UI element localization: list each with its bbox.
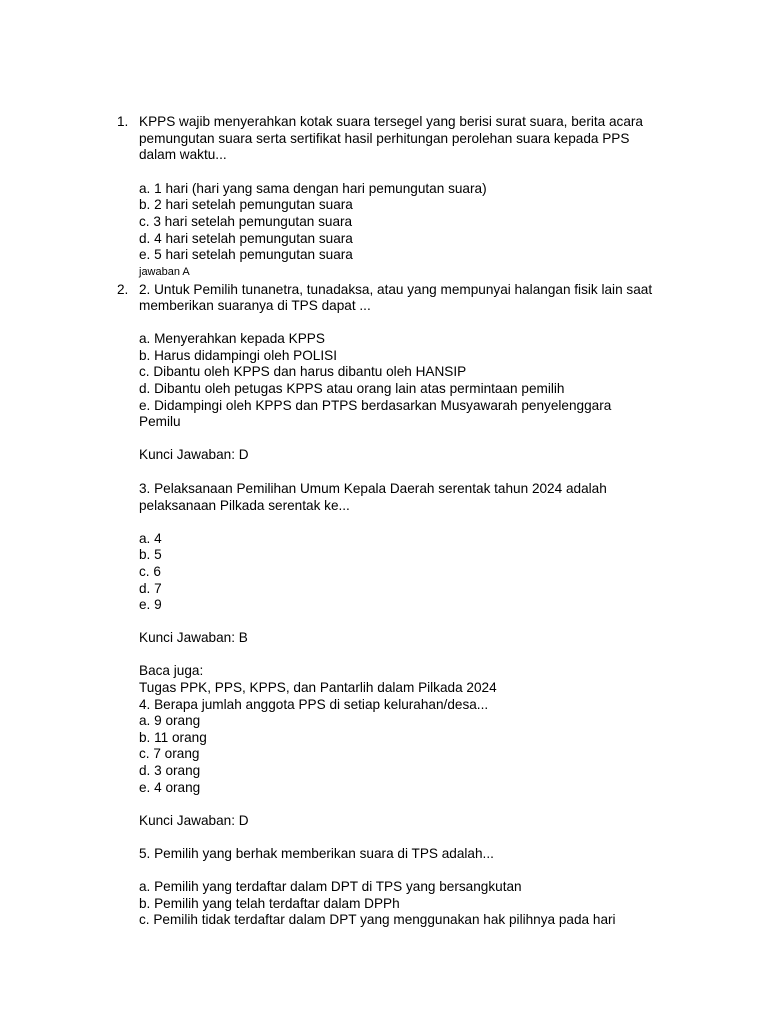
- q5-option-c: c. Pemilih tidak terdaftar dalam DPT yang menggunakan hak pilihnya pada hari: [139, 912, 616, 927]
- q3-option-c: c. 6: [139, 564, 161, 579]
- q4-text: 4. Berapa jumlah anggota PPS di setiap kelurahan/desa...: [139, 697, 489, 712]
- q1-option-d: d. 4 hari setelah pemungutan suara: [139, 231, 353, 246]
- q1-text-line-1: KPPS wajib menyerahkan kotak suara tersegel yang berisi surat suara, berita acara: [139, 114, 643, 129]
- q1-answer: jawaban A: [139, 266, 190, 278]
- q1-option-b: b. 2 hari setelah pemungutan suara: [139, 197, 353, 212]
- q2-answer: Kunci Jawaban: D: [139, 447, 249, 462]
- q1-text-line-3: dalam waktu...: [139, 147, 227, 162]
- q3-text-line-1: 3. Pelaksanaan Pemilihan Umum Kepala Daerah serentak tahun 2024 adalah: [139, 481, 607, 496]
- q5-option-a: a. Pemilih yang terdaftar dalam DPT di TPS yang bersangkutan: [139, 879, 522, 894]
- q1-text-line-2: pemungutan suara serta sertifikat hasil perhitungan perolehan suara kepada PPS: [139, 131, 630, 146]
- q2-text-line-2: memberikan suaranya di TPS dapat ...: [139, 298, 371, 313]
- q4-option-a: a. 9 orang: [139, 713, 201, 728]
- q4-option-d: d. 3 orang: [139, 763, 201, 778]
- see-also-label: Baca juga:: [139, 663, 204, 678]
- q3-option-e: e. 9: [139, 597, 162, 612]
- q5-text: 5. Pemilih yang berhak memberikan suara di TPS adalah...: [139, 846, 494, 861]
- q1-option-c: c. 3 hari setelah pemungutan suara: [139, 214, 353, 229]
- q2-option-a: a. Menyerahkan kepada KPPS: [139, 331, 325, 346]
- q3-option-a: a. 4: [139, 531, 162, 546]
- q4-option-b: b. 11 orang: [139, 730, 207, 745]
- q4-option-c: c. 7 orang: [139, 746, 200, 761]
- q3-text-line-2: pelaksanaan Pilkada serentak ke...: [139, 498, 350, 513]
- q3-answer: Kunci Jawaban: B: [139, 630, 248, 645]
- q2-option-e-continued: Pemilu: [139, 414, 181, 429]
- q3-option-d: d. 7: [139, 581, 162, 596]
- q2-number: 2.: [117, 282, 129, 297]
- q1-number: 1.: [117, 114, 129, 129]
- q2-option-d: d. Dibantu oleh petugas KPPS atau orang lain atas permintaan pemilih: [139, 381, 565, 396]
- q1-option-a: a. 1 hari (hari yang sama dengan hari pemungutan suara): [139, 181, 487, 196]
- q2-option-c: c. Dibantu oleh KPPS dan harus dibantu oleh HANSIP: [139, 364, 467, 379]
- q1-option-e: e. 5 hari setelah pemungutan suara: [139, 247, 353, 262]
- q2-option-b: b. Harus didampingi oleh POLISI: [139, 348, 337, 363]
- q5-option-b: b. Pemilih yang telah terdaftar dalam DPPh: [139, 896, 400, 911]
- q4-answer: Kunci Jawaban: D: [139, 813, 249, 828]
- q4-option-e: e. 4 orang: [139, 780, 201, 795]
- q3-option-b: b. 5: [139, 547, 162, 562]
- see-also-link[interactable]: Tugas PPK, PPS, KPPS, dan Pantarlih dalam Pilkada 2024: [139, 680, 497, 695]
- q2-option-e: e. Didampingi oleh KPPS dan PTPS berdasarkan Musyawarah penyelenggara: [139, 398, 612, 413]
- q2-text-line-1: 2. Untuk Pemilih tunanetra, tunadaksa, atau yang mempunyai halangan fisik lain saat: [139, 282, 653, 297]
